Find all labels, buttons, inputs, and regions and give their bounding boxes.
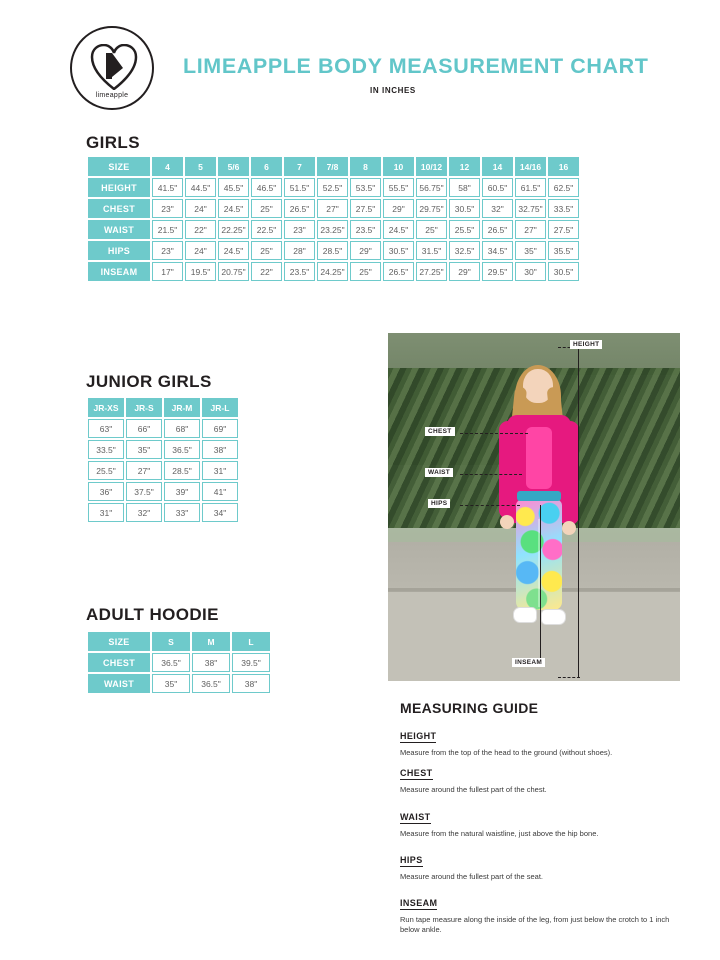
waist-leader [460, 474, 522, 475]
size-header-cell: S [152, 632, 190, 651]
data-cell: 55.5" [383, 178, 414, 197]
guide-label: WAIST [400, 812, 431, 822]
guide-item-waist [400, 807, 680, 839]
row-label: WAIST [88, 220, 150, 239]
data-cell: 28" [284, 241, 315, 260]
guide-label: CHEST [400, 768, 433, 778]
data-cell: 30.5" [383, 241, 414, 260]
data-cell: 24.25" [317, 262, 348, 281]
data-cell: 22" [251, 262, 282, 281]
data-cell: 17" [152, 262, 183, 281]
size-header-cell: 10 [383, 157, 414, 176]
data-cell: 25.5" [449, 220, 480, 239]
row-label: HEIGHT [88, 178, 150, 197]
guide-text: Measure around the fullest part of the chest. [400, 785, 547, 794]
data-cell: 22.5" [251, 220, 282, 239]
table-header-row [88, 632, 270, 651]
data-cell: 58" [449, 178, 480, 197]
model-top [526, 427, 552, 489]
table-row [88, 482, 238, 501]
data-cell: 38" [202, 440, 238, 459]
data-cell: 29.75" [416, 199, 447, 218]
data-cell: 24.5" [218, 241, 249, 260]
data-cell: 27.5" [548, 220, 579, 239]
model-shoe-left [513, 607, 537, 623]
data-cell: 38" [232, 674, 270, 693]
size-header-cell: 12 [449, 157, 480, 176]
data-cell: 36.5" [164, 440, 200, 459]
data-cell: 22" [185, 220, 216, 239]
data-cell: 24.5" [218, 199, 249, 218]
size-header-cell: 14/16 [515, 157, 546, 176]
data-cell: 29" [449, 262, 480, 281]
size-header-cell: 16 [548, 157, 579, 176]
data-cell: 38" [192, 653, 230, 672]
data-cell: 60.5" [482, 178, 513, 197]
data-cell: 62.5" [548, 178, 579, 197]
page-subtitle: IN INCHES [370, 86, 416, 95]
table-header-row [88, 157, 579, 176]
data-cell: 27" [515, 220, 546, 239]
model-figure [493, 369, 585, 665]
data-cell: 44.5" [185, 178, 216, 197]
data-cell: 23" [152, 241, 183, 260]
data-cell: 35" [515, 241, 546, 260]
data-cell: 34" [202, 503, 238, 522]
data-cell: 29" [350, 241, 381, 260]
data-cell: 27" [126, 461, 162, 480]
table-row [88, 503, 238, 522]
row-label: CHEST [88, 199, 150, 218]
data-cell: 20.75" [218, 262, 249, 281]
data-cell: 23.5" [350, 220, 381, 239]
row-label: HIPS [88, 241, 150, 260]
data-cell: 35" [126, 440, 162, 459]
size-header-cell: JR-M [164, 398, 200, 417]
data-cell: 30.5" [449, 199, 480, 218]
data-cell: 26.5" [383, 262, 414, 281]
table-row [88, 653, 270, 672]
data-cell: 27" [317, 199, 348, 218]
data-cell: 31.5" [416, 241, 447, 260]
data-cell: 28.5" [317, 241, 348, 260]
data-cell: 37.5" [126, 482, 162, 501]
data-cell: 24" [185, 199, 216, 218]
data-cell: 35.5" [548, 241, 579, 260]
data-cell: 25" [350, 262, 381, 281]
size-header-cell: L [232, 632, 270, 651]
data-cell: 45.5" [218, 178, 249, 197]
size-header-cell: 5 [185, 157, 216, 176]
page-header [0, 0, 720, 120]
table-row [88, 440, 238, 459]
data-cell: 33" [164, 503, 200, 522]
guide-item-inseam [400, 893, 680, 935]
guide-text: Measure around the fullest part of the seat. [400, 872, 544, 881]
table-header-row [88, 398, 238, 417]
logo-wordmark: limeapple [95, 92, 129, 99]
size-header-cell: 6 [251, 157, 282, 176]
table-row [88, 241, 579, 260]
data-cell: 36.5" [152, 653, 190, 672]
table-row [88, 419, 238, 438]
model-photo [388, 333, 680, 681]
size-header-cell: JR-L [202, 398, 238, 417]
data-cell: 32" [126, 503, 162, 522]
size-label-cell: SIZE [88, 157, 150, 176]
hips-leader [460, 505, 520, 506]
data-cell: 32" [482, 199, 513, 218]
data-cell: 69" [202, 419, 238, 438]
data-cell: 25" [416, 220, 447, 239]
girls-size-table [86, 155, 581, 283]
size-label-cell: SIZE [88, 632, 150, 651]
data-cell: 23.25" [317, 220, 348, 239]
data-cell: 23" [152, 199, 183, 218]
data-cell: 68" [164, 419, 200, 438]
guide-label: INSEAM [400, 898, 438, 908]
size-header-cell: 5/6 [218, 157, 249, 176]
data-cell: 56.75" [416, 178, 447, 197]
data-cell: 25" [251, 241, 282, 260]
heart-logo-icon [90, 44, 138, 90]
data-cell: 41" [202, 482, 238, 501]
data-cell: 31" [88, 503, 124, 522]
data-cell: 34.5" [482, 241, 513, 260]
model-hand-left [500, 515, 514, 529]
model-hand-right [562, 521, 576, 535]
data-cell: 36" [88, 482, 124, 501]
data-cell: 52.5" [317, 178, 348, 197]
callout-waist: WAIST [425, 468, 453, 477]
data-cell: 35" [152, 674, 190, 693]
junior-girls-section-title: JUNIOR GIRLS [86, 372, 212, 391]
junior-girls-size-table [86, 396, 240, 524]
data-cell: 25.5" [88, 461, 124, 480]
data-cell: 28.5" [164, 461, 200, 480]
data-cell: 39.5" [232, 653, 270, 672]
table-row [88, 262, 579, 281]
chest-leader [460, 433, 528, 434]
data-cell: 32.5" [449, 241, 480, 260]
guide-label: HEIGHT [400, 731, 437, 741]
data-cell: 24" [185, 241, 216, 260]
data-cell: 30.5" [548, 262, 579, 281]
model-waistband [517, 491, 561, 501]
size-header-cell: JR-XS [88, 398, 124, 417]
table-row [88, 199, 579, 218]
data-cell: 39" [164, 482, 200, 501]
data-cell: 32.75" [515, 199, 546, 218]
data-cell: 27.25" [416, 262, 447, 281]
girls-section-title: GIRLS [86, 133, 140, 152]
guide-item-hips [400, 850, 680, 882]
guide-text: Run tape measure along the inside of the leg, from just below the crotch to 1 inch below ankle. [400, 915, 670, 935]
data-cell: 66" [126, 419, 162, 438]
size-header-cell: 14 [482, 157, 513, 176]
data-cell: 30" [515, 262, 546, 281]
guide-text: Measure from the top of the head to the ground (without shoes). [400, 748, 613, 757]
row-label: WAIST [88, 674, 150, 693]
data-cell: 27.5" [350, 199, 381, 218]
guide-item-chest [400, 763, 680, 795]
data-cell: 25" [251, 199, 282, 218]
size-header-cell: JR-S [126, 398, 162, 417]
guide-item-height [400, 726, 680, 758]
guide-text: Measure from the natural waistline, just above the hip bone. [400, 829, 599, 838]
row-label: CHEST [88, 653, 150, 672]
callout-hips: HIPS [428, 499, 450, 508]
callout-height: HEIGHT [570, 340, 602, 349]
size-header-cell: M [192, 632, 230, 651]
table-row [88, 461, 238, 480]
callout-chest: CHEST [425, 427, 455, 436]
size-header-cell: 7/8 [317, 157, 348, 176]
size-header-cell: 8 [350, 157, 381, 176]
data-cell: 61.5" [515, 178, 546, 197]
inseam-measure-line [540, 505, 541, 663]
data-cell: 41.5" [152, 178, 183, 197]
data-cell: 51.5" [284, 178, 315, 197]
size-header-cell: 7 [284, 157, 315, 176]
guide-label: HIPS [400, 855, 423, 865]
data-cell: 22.25" [218, 220, 249, 239]
data-cell: 29" [383, 199, 414, 218]
data-cell: 26.5" [482, 220, 513, 239]
page-title: LIMEAPPLE BODY MEASUREMENT CHART [183, 54, 649, 78]
table-row [88, 178, 579, 197]
height-leader-bottom [558, 677, 580, 678]
data-cell: 21.5" [152, 220, 183, 239]
data-cell: 33.5" [88, 440, 124, 459]
table-row [88, 674, 270, 693]
callout-inseam: INSEAM [512, 658, 545, 667]
height-measure-line [578, 347, 579, 677]
size-header-cell: 10/12 [416, 157, 447, 176]
data-cell: 29.5" [482, 262, 513, 281]
data-cell: 46.5" [251, 178, 282, 197]
data-cell: 23" [284, 220, 315, 239]
limeapple-logo [70, 26, 154, 110]
data-cell: 26.5" [284, 199, 315, 218]
data-cell: 24.5" [383, 220, 414, 239]
measuring-guide-title: MEASURING GUIDE [400, 700, 539, 716]
data-cell: 63" [88, 419, 124, 438]
table-row [88, 220, 579, 239]
size-header-cell: 4 [152, 157, 183, 176]
adult-hoodie-size-table [86, 630, 272, 695]
data-cell: 53.5" [350, 178, 381, 197]
data-cell: 36.5" [192, 674, 230, 693]
data-cell: 31" [202, 461, 238, 480]
data-cell: 23.5" [284, 262, 315, 281]
data-cell: 19.5" [185, 262, 216, 281]
model-shoe-right [541, 609, 566, 625]
data-cell: 33.5" [548, 199, 579, 218]
row-label: INSEAM [88, 262, 150, 281]
adult-hoodie-section-title: ADULT HOODIE [86, 605, 219, 624]
